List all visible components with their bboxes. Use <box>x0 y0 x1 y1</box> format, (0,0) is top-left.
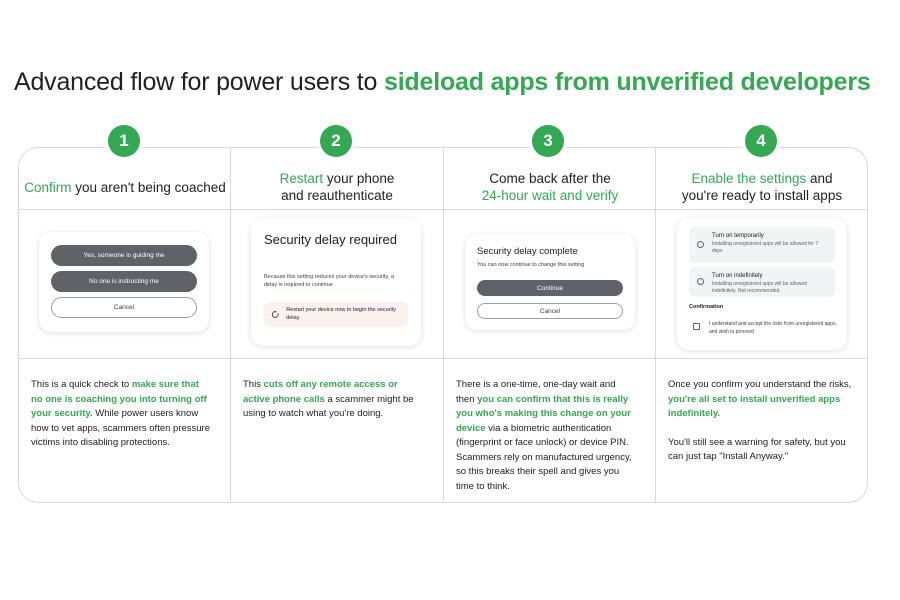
option-temporarily-subtitle: Installing unregistered apps will be allowed for 7 days <box>712 241 819 254</box>
step-4-desc-highlight: you're all set to install unverified apps indefinitely. <box>668 393 841 419</box>
step-2-desc-post: a scammer might be using to watch what you're doing. <box>243 393 414 419</box>
step-2-description <box>243 378 423 422</box>
step-2-desc-pre: This <box>243 379 264 390</box>
step-4-title <box>656 148 868 210</box>
step-1-desc-post: While power users know how to vet apps, scammers often pressure victims into disabling protections. <box>31 408 210 448</box>
step-3-desc-pre: There is a one-time, one-day wait and then <box>456 379 616 405</box>
accept-risks-row[interactable] <box>693 321 839 336</box>
step-3-dialog <box>465 234 635 330</box>
step-1-description <box>31 378 211 451</box>
steps-panel <box>18 147 868 503</box>
step-3-desc-post: via a biometric authentication (fingerprint or face unlock) or device PIN. Scammers rely on manufactured urgency, so this breaks their spell and gives you time to think. <box>456 422 632 492</box>
step-1-dialog <box>39 232 209 332</box>
step-4-desc-pre: Once you confirm you understand the risks, <box>668 379 852 390</box>
step-4-badge: 4 <box>745 125 777 157</box>
option-indefinitely-subtitle: Installing unregistered apps will be allowed indefinitely. Not recommended. <box>712 281 807 294</box>
restart-notice <box>264 302 408 327</box>
step-3-cancel-button[interactable]: Cancel <box>477 303 623 319</box>
step-4-title-highlight: Enable the settings <box>691 171 807 186</box>
accept-risks-checkbox[interactable] <box>693 323 700 330</box>
step-4-settings <box>677 218 847 350</box>
step-1-badge: 1 <box>108 125 140 157</box>
step-2-title-rest: your phone and reauthenticate <box>281 171 395 203</box>
step-3-title-highlight: 24-hour wait and verify <box>481 188 619 203</box>
radio-temporarily[interactable] <box>697 241 704 248</box>
confirmation-label: Confirmation <box>689 304 724 310</box>
no-one-instructing-button[interactable]: No one is instructing me <box>51 271 197 292</box>
step-1-title <box>19 148 231 210</box>
security-delay-complete-body: You can now continue to change this setting <box>477 262 585 268</box>
step-1-desc-highlight: make sure that no one is coaching you into turning off your security. <box>31 379 207 419</box>
page-title <box>14 68 871 97</box>
headline-highlight: sideload apps from unverified developers <box>383 68 871 96</box>
step-2-dialog <box>251 218 421 346</box>
step-3-badge: 3 <box>532 125 564 157</box>
option-indefinitely-title: Turn on indefinitely <box>712 273 763 279</box>
step-2-badge: 2 <box>320 125 352 157</box>
step-3-desc-highlight: you can confirm that this is really you who's making this change on your device <box>456 393 631 434</box>
turn-on-indefinitely-option[interactable] <box>689 267 835 297</box>
someone-guiding-button[interactable]: Yes, someone is guiding me <box>51 245 197 266</box>
step-1-desc-pre: This is a quick check to <box>31 379 132 390</box>
continue-button[interactable]: Continue <box>477 280 623 296</box>
step-4-desc-extra: You'll still see a warning for safety, but you can just tap "Install Anyway." <box>668 436 846 462</box>
step-1-title-highlight: Confirm <box>24 179 72 195</box>
radio-indefinitely[interactable] <box>697 278 704 285</box>
restart-icon <box>271 310 279 319</box>
headline-prefix: Advanced flow for power users to <box>14 68 384 96</box>
option-temporarily-title: Turn on temporarily <box>712 233 764 239</box>
step-1-cancel-button[interactable]: Cancel <box>51 297 197 318</box>
turn-on-temporarily-option[interactable] <box>689 227 835 263</box>
security-delay-required-title: Security delay required <box>264 232 397 247</box>
security-delay-complete-title: Security delay complete <box>477 246 578 257</box>
step-3-title-rest: Come back after the <box>489 171 611 186</box>
step-3-title <box>444 148 656 210</box>
step-2-desc-highlight: cuts off any remote access or active phone calls <box>243 379 398 405</box>
security-delay-body: Because this setting reduces your device's security, a delay is required to continue <box>264 274 394 288</box>
restart-note-text: Restart your device now to begin the security delay <box>286 307 397 321</box>
step-3-description <box>456 378 636 494</box>
step-4-title-rest: and you're ready to install apps <box>681 171 843 203</box>
step-2-title-highlight: Restart <box>279 171 324 186</box>
accept-risks-text: I understand and accept the risks from unregistered apps, and wish to proceed <box>709 321 837 335</box>
step-4-description <box>668 378 858 465</box>
step-1-title-rest: you aren't being coached <box>71 179 226 195</box>
step-2-title <box>231 148 443 210</box>
